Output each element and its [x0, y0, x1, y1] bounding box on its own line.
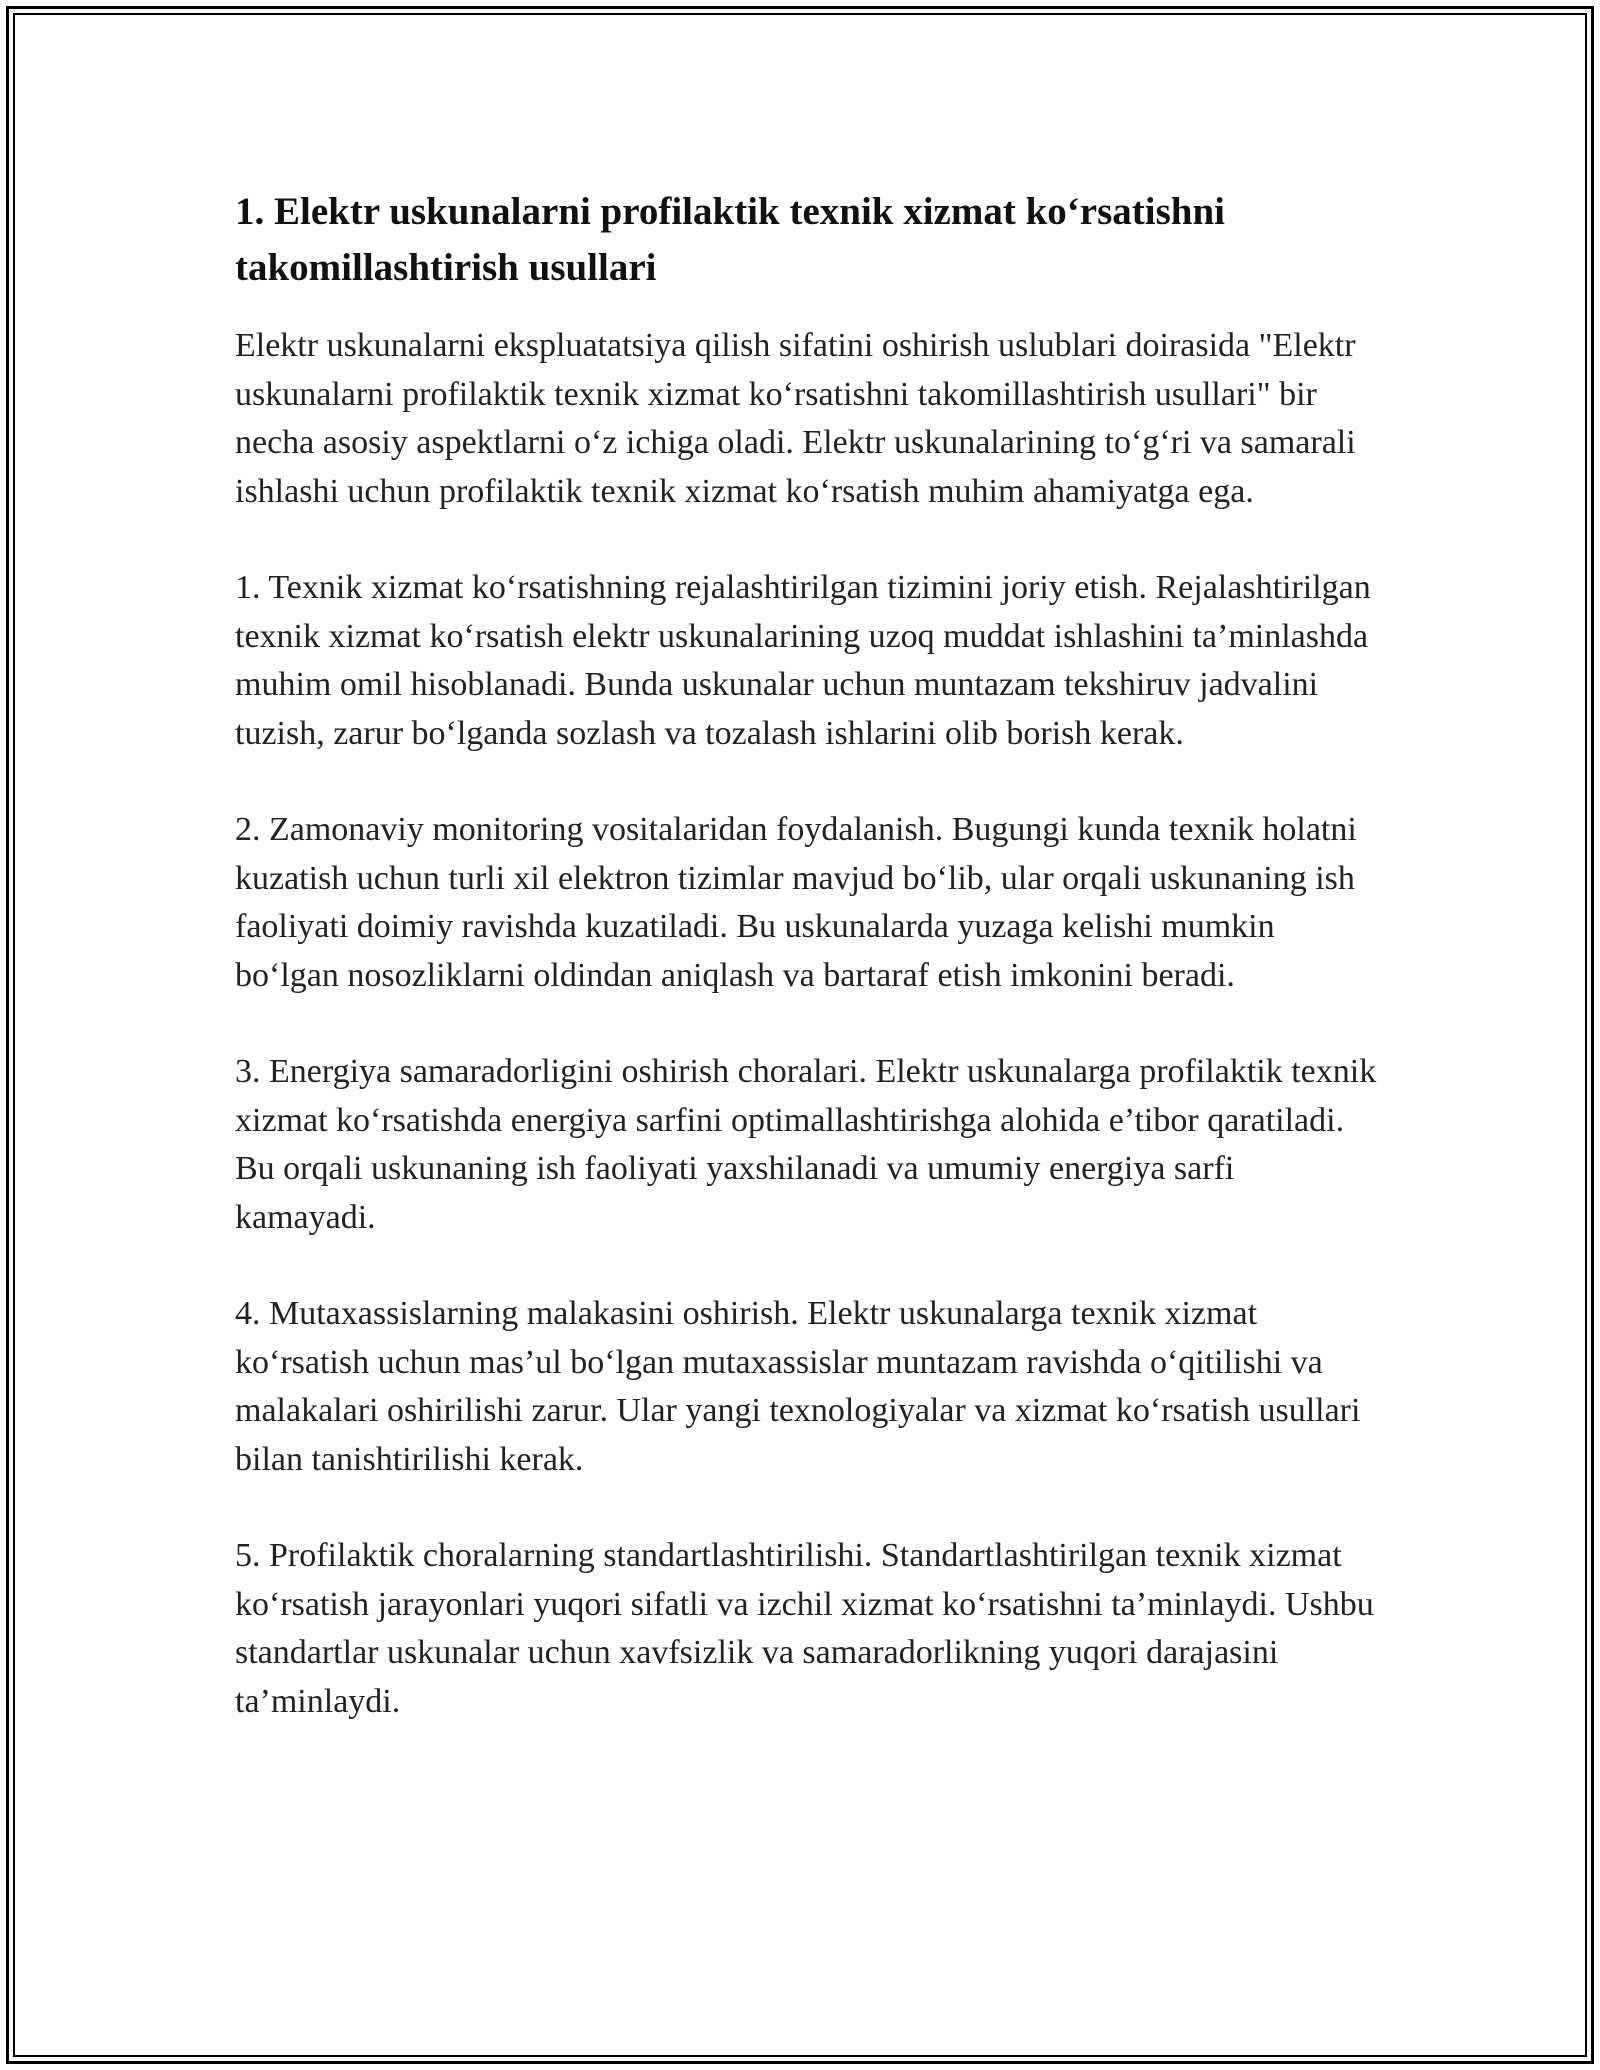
document-page: [235, 184, 1380, 1774]
paragraph-item-1: 1. Texnik xizmat ko‘rsatishning rejalashtirilgan tizimini joriy etish. Rejalashtirilgan texnik xizmat ko‘rsatish elektr uskunalarining uzoq muddat ishlashini ta’minlashda muhim omil hisoblanadi. Bunda uskunalar uchun muntazam tekshiruv jadvalini tuzish, zarur bo‘lganda sozlash va tozalash ishlarini olib borish kerak.: [235, 569, 1371, 752]
intro-paragraph: Elektr uskunalarni ekspluatatsiya qilish sifatini oshirish uslublari doirasida "Elektr uskunalarni profilaktik texnik xizmat ko‘rsatishni takomillashtirish usullari" bir necha asosiy aspektlarni o‘z ichiga oladi. Elektr uskunalarining to‘g‘ri va samarali ishlashi uchun profilaktik texnik xizmat ko‘rsatish muhim ahamiyatga ega.: [235, 327, 1356, 510]
paragraph-item-4: 4. Mutaxassislarning malakasini oshirish. Elektr uskunalarga texnik xizmat ko‘rsatish uchun mas’ul bo‘lgan mutaxassislar muntazam ravishda o‘qitilishi va malakalari oshirilishi zarur. Ular yangi texnologiyalar va xizmat ko‘rsatish usullari bilan tanishtirilishi kerak.: [235, 1295, 1361, 1478]
document-title: 1. Elektr uskunalarni profilaktik texnik xizmat ko‘rsatishni takomillashtirish usullari: [235, 190, 1225, 289]
paragraph-item-2: 2. Zamonaviy monitoring vositalaridan foydalanish. Bugungi kunda texnik holatni kuzatish uchun turli xil elektron tizimlar mavjud bo‘lib, ular orqali uskunaning ish faoliyati doimiy ravishda kuzatiladi. Bu uskunalarda yuzaga kelishi mumkin bo‘lgan nosozliklarni oldindan aniqlash va bartaraf etish imkonini beradi.: [235, 811, 1357, 994]
paragraph-item-5: 5. Profilaktik choralarning standartlashtirilishi. Standartlashtirilgan texnik xizmat ko‘rsatish jarayonlari yuqori sifatli va izchil xizmat ko‘rsatishni ta’minlaydi. Ushbu standartlar uskunalar uchun xavfsizlik va samaradorlikning yuqori darajasini ta’minlaydi.: [235, 1537, 1374, 1720]
paragraph-item-3: 3. Energiya samaradorligini oshirish choralari. Elektr uskunalarga profilaktik texnik xizmat ko‘rsatishda energiya sarfini optimallashtirishga alohida e’tibor qaratiladi. Bu orqali uskunaning ish faoliyati yaxshilanadi va umumiy energiya sarfi kamayadi.: [235, 1053, 1377, 1236]
